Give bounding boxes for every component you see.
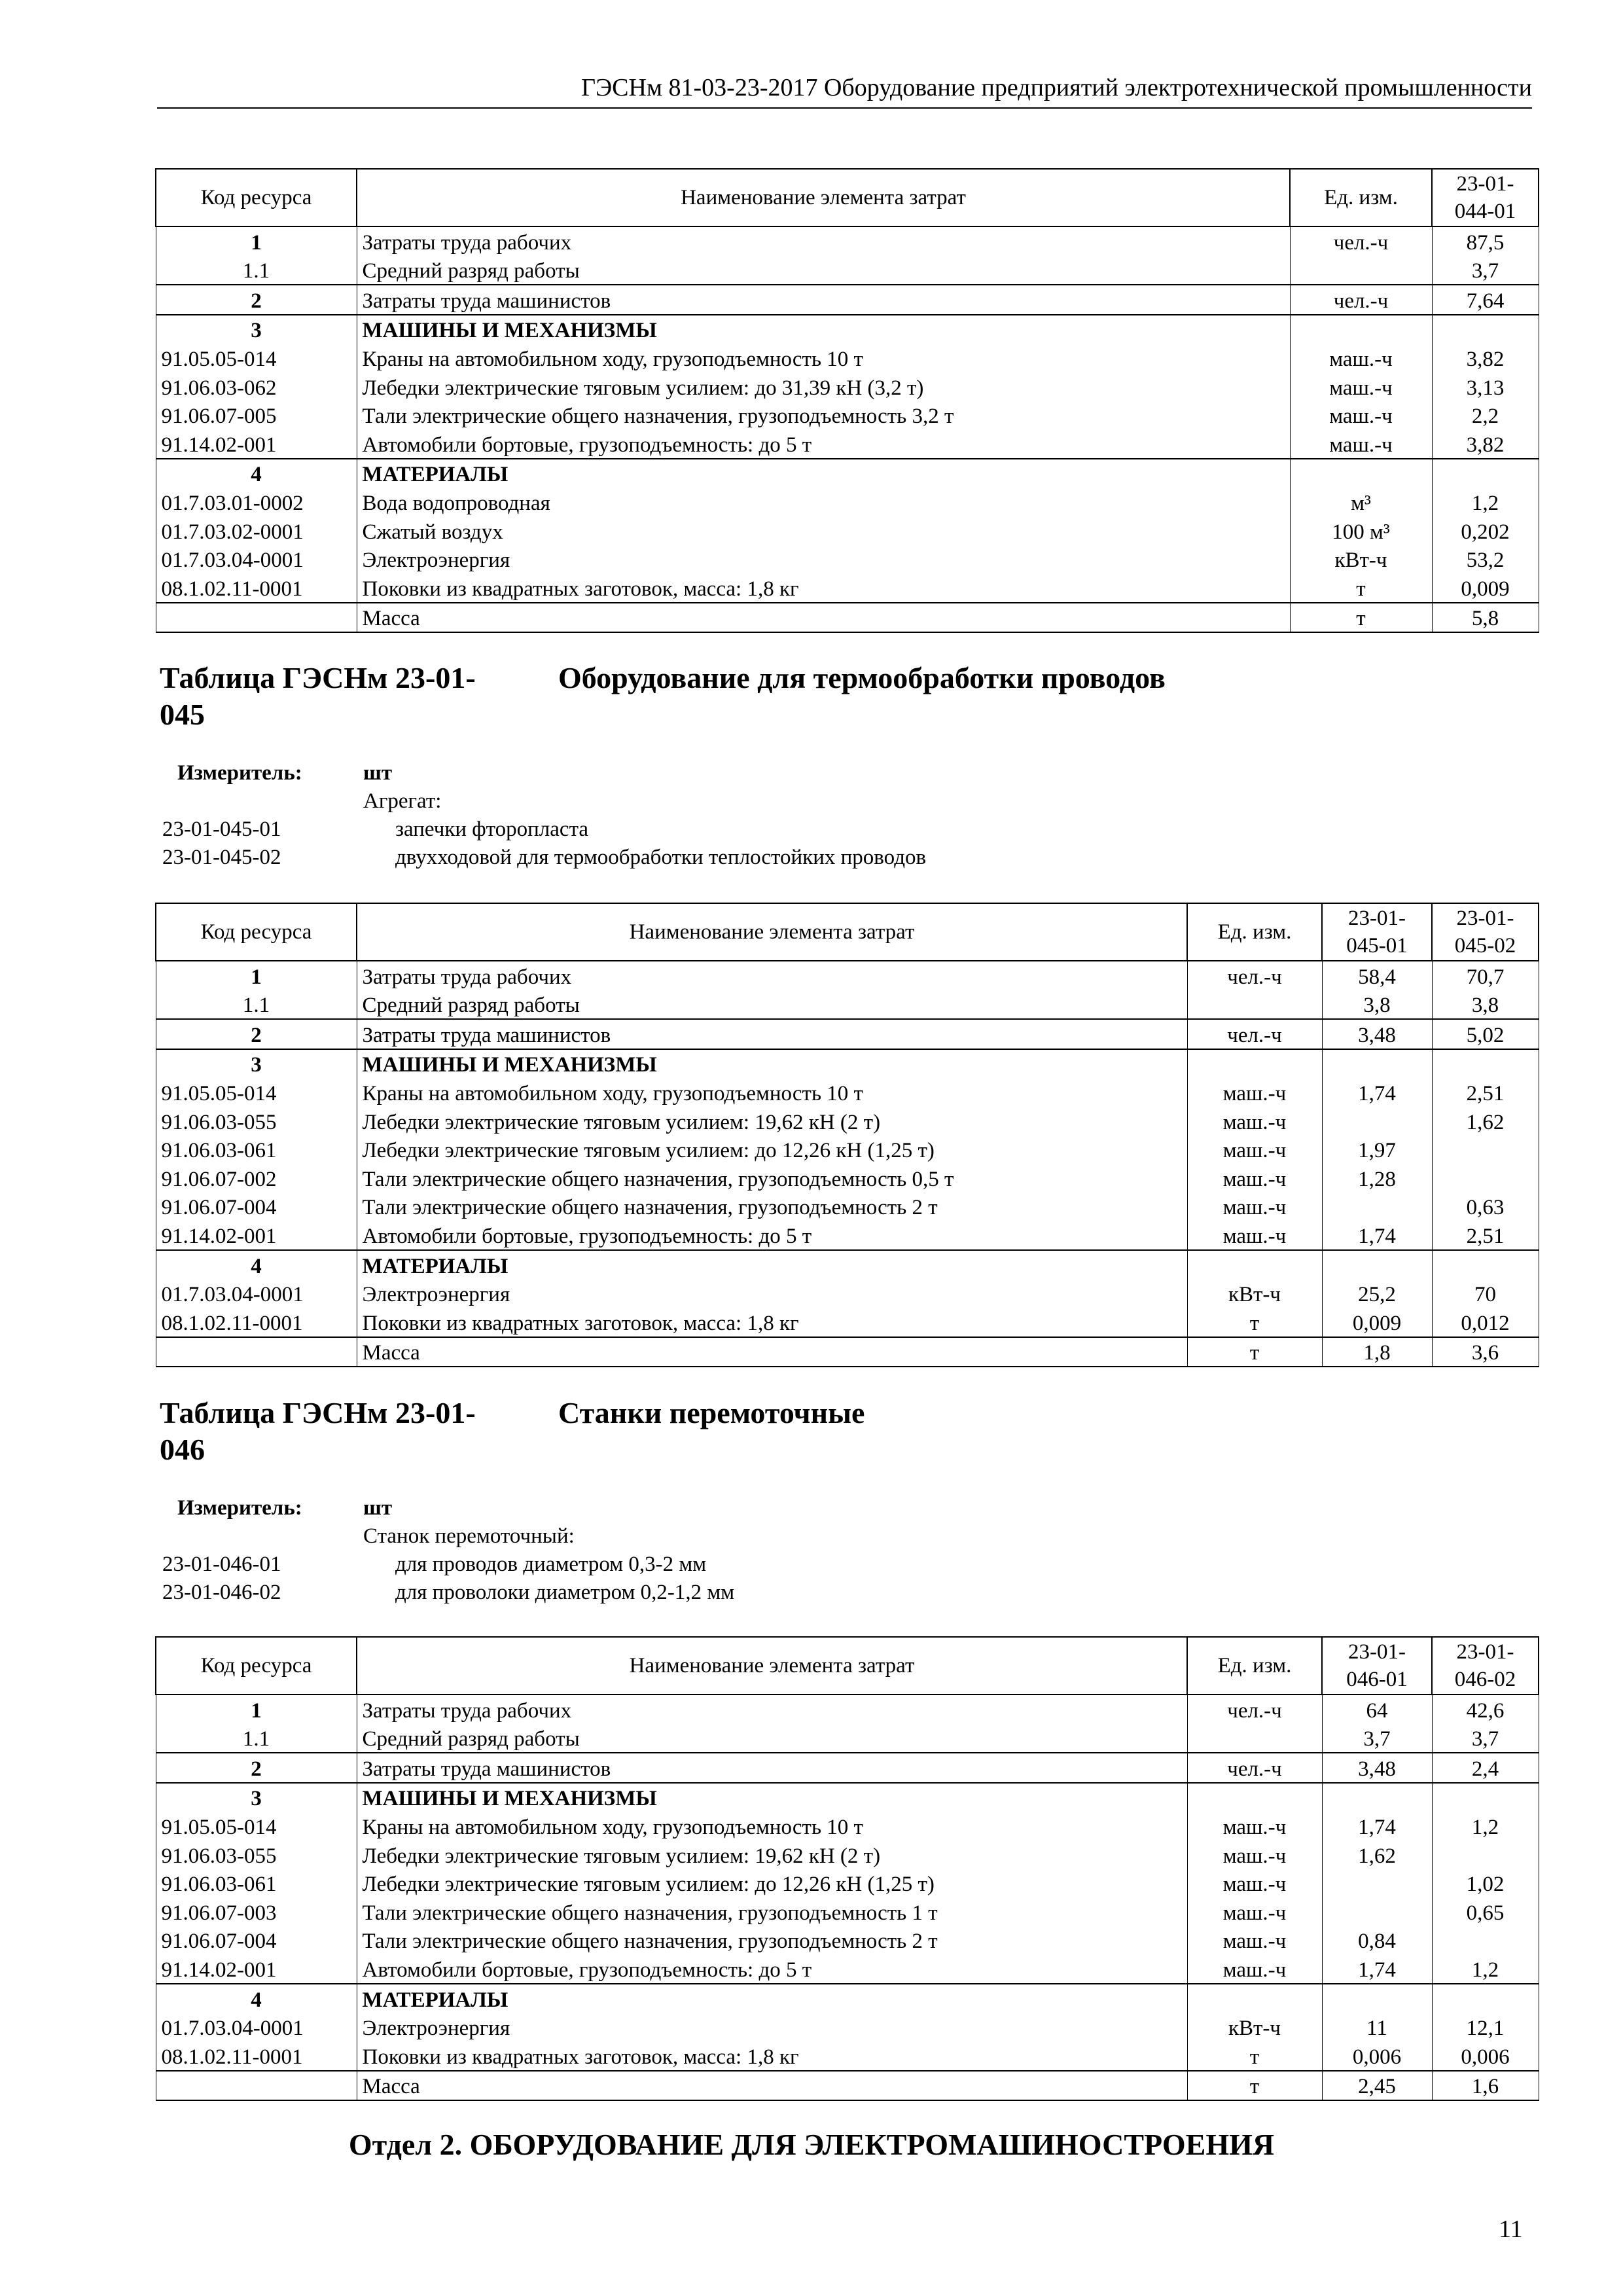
page-number: 11 bbox=[1499, 2215, 1523, 2243]
resource-code: 08.1.02.11-0001 bbox=[156, 573, 357, 603]
resource-code: 08.1.02.11-0001 bbox=[156, 2041, 357, 2071]
table-row bbox=[156, 573, 1539, 603]
table-number-line1: Таблица ГЭСНм 23-01- bbox=[160, 1396, 476, 1429]
unit: маш.-ч bbox=[1290, 401, 1432, 430]
table-row bbox=[156, 1250, 1539, 1280]
unit bbox=[1187, 1783, 1322, 1812]
unit: м³ bbox=[1290, 488, 1432, 516]
table-row bbox=[156, 488, 1539, 516]
norm-value bbox=[1432, 1840, 1539, 1869]
measure-unit: шт bbox=[363, 1496, 393, 1520]
table-row bbox=[156, 1783, 1539, 1812]
unit: т bbox=[1187, 2071, 1322, 2101]
table-number-line2: 046 bbox=[160, 1433, 205, 1466]
norm-value: 1,74 bbox=[1322, 1078, 1432, 1107]
item-text: для проволоки диаметром 0,2-1,2 мм bbox=[395, 1581, 735, 1604]
unit: чел.-ч bbox=[1187, 1019, 1322, 1049]
table-row bbox=[156, 1019, 1539, 1049]
resource-code bbox=[156, 1337, 357, 1367]
column-header: 23-01- 046-01 bbox=[1322, 1637, 1432, 1695]
cost-element-name: Средний разряд работы bbox=[357, 990, 1187, 1020]
norm-value: 3,82 bbox=[1432, 429, 1539, 459]
resource-code: 3 bbox=[156, 1049, 357, 1079]
norm-value: 70,7 bbox=[1432, 961, 1539, 990]
cost-table-046 bbox=[155, 1636, 1539, 2101]
unit: маш.-ч bbox=[1187, 1869, 1322, 1898]
unit bbox=[1290, 256, 1432, 285]
norm-value: 87,5 bbox=[1432, 226, 1539, 256]
unit: т bbox=[1187, 1337, 1322, 1367]
table-row bbox=[156, 1337, 1539, 1367]
unit bbox=[1187, 1984, 1322, 2013]
cost-element-name: Тали электрические общего назначения, грузоподъемность 3,2 т bbox=[357, 401, 1290, 430]
table-row bbox=[156, 1954, 1539, 1984]
unit: маш.-ч bbox=[1187, 1221, 1322, 1250]
unit: чел.-ч bbox=[1290, 285, 1432, 315]
cost-element-name: Тали электрические общего назначения, грузоподъемность 1 т bbox=[357, 1897, 1187, 1926]
cost-element-name: Лебедки электрические тяговым усилием: до 12,26 кН (1,25 т) bbox=[357, 1136, 1187, 1164]
unit: маш.-ч bbox=[1187, 1840, 1322, 1869]
cost-element-name: Тали электрические общего назначения, грузоподъемность 2 т bbox=[357, 1193, 1187, 1221]
norm-value: 1,8 bbox=[1322, 1337, 1432, 1367]
cost-table-044 bbox=[155, 168, 1539, 633]
unit: маш.-ч bbox=[1290, 429, 1432, 459]
unit: маш.-ч bbox=[1187, 1926, 1322, 1955]
norm-value bbox=[1432, 1984, 1539, 2013]
unit bbox=[1187, 1049, 1322, 1079]
unit: чел.-ч bbox=[1187, 1753, 1322, 1783]
column-header: Код ресурса bbox=[156, 1637, 357, 1695]
cost-element-name: Автомобили бортовые, грузоподъемность: до 5 т bbox=[357, 1221, 1187, 1250]
norm-value: 3,7 bbox=[1432, 1724, 1539, 1753]
table-row bbox=[156, 1812, 1539, 1840]
table-row bbox=[156, 226, 1539, 256]
unit: т bbox=[1187, 1308, 1322, 1337]
norm-value: 1,74 bbox=[1322, 1221, 1432, 1250]
cost-element-name: Лебедки электрические тяговым усилием: 19,62 кН (2 т) bbox=[357, 1840, 1187, 1869]
norm-value: 2,51 bbox=[1432, 1221, 1539, 1250]
resource-code: 91.06.03-055 bbox=[156, 1840, 357, 1869]
resource-code: 91.14.02-001 bbox=[156, 1954, 357, 1984]
norm-value bbox=[1432, 1783, 1539, 1812]
measure-unit: шт bbox=[363, 761, 393, 785]
resource-code: 3 bbox=[156, 1783, 357, 1812]
column-header: Ед. изм. bbox=[1187, 1637, 1322, 1695]
unit bbox=[1290, 315, 1432, 344]
cost-element-name: МАШИНЫ И МЕХАНИЗМЫ bbox=[357, 1049, 1187, 1079]
resource-code: 1.1 bbox=[156, 1724, 357, 1753]
resource-code: 91.06.03-062 bbox=[156, 372, 357, 401]
resource-code: 91.05.05-014 bbox=[156, 344, 357, 372]
table-number-line1: Таблица ГЭСНм 23-01- bbox=[160, 661, 476, 694]
column-header: 23-01- 045-01 bbox=[1322, 903, 1432, 961]
resource-code: 3 bbox=[156, 315, 357, 344]
table-row bbox=[156, 1984, 1539, 2013]
cost-element-name: Лебедки электрические тяговым усилием: 19,62 кН (2 т) bbox=[357, 1107, 1187, 1136]
cost-element-name: Затраты труда рабочих bbox=[357, 961, 1187, 990]
norm-value bbox=[1322, 1107, 1432, 1136]
item-code: 23-01-045-01 bbox=[162, 817, 281, 841]
norm-value: 11 bbox=[1322, 2013, 1432, 2042]
resource-code: 91.14.02-001 bbox=[156, 1221, 357, 1250]
unit: маш.-ч bbox=[1187, 1812, 1322, 1840]
resource-code bbox=[156, 603, 357, 633]
unit: чел.-ч bbox=[1187, 1695, 1322, 1724]
resource-code: 91.06.07-003 bbox=[156, 1897, 357, 1926]
unit: кВт-ч bbox=[1187, 1280, 1322, 1308]
table-row bbox=[156, 1280, 1539, 1308]
table-row bbox=[156, 401, 1539, 430]
cost-table-045 bbox=[155, 903, 1539, 1367]
resource-code: 91.06.07-004 bbox=[156, 1926, 357, 1955]
table-row bbox=[156, 1695, 1539, 1724]
table-row bbox=[156, 344, 1539, 372]
unit: маш.-ч bbox=[1290, 344, 1432, 372]
measure-label: Измеритель: bbox=[177, 761, 302, 785]
item-code: 23-01-046-01 bbox=[162, 1552, 281, 1576]
unit bbox=[1187, 990, 1322, 1020]
resource-code: 01.7.03.01-0002 bbox=[156, 488, 357, 516]
norm-value: 70 bbox=[1432, 1280, 1539, 1308]
cost-element-name: Автомобили бортовые, грузоподъемность: до 5 т bbox=[357, 429, 1290, 459]
table-row bbox=[156, 372, 1539, 401]
table-row bbox=[156, 1897, 1539, 1926]
table-row bbox=[156, 1107, 1539, 1136]
table-row bbox=[156, 1724, 1539, 1753]
norm-value bbox=[1322, 1869, 1432, 1898]
unit: маш.-ч bbox=[1187, 1954, 1322, 1984]
norm-value: 2,45 bbox=[1322, 2071, 1432, 2101]
table-row bbox=[156, 256, 1539, 285]
resource-code: 1 bbox=[156, 226, 357, 256]
resource-code bbox=[156, 2071, 357, 2101]
norm-value: 7,64 bbox=[1432, 285, 1539, 315]
norm-value bbox=[1432, 1926, 1539, 1955]
item-text: двухходовой для термообработки теплостойких проводов bbox=[395, 846, 927, 869]
table-row bbox=[156, 1869, 1539, 1898]
cost-element-name: Вода водопроводная bbox=[357, 488, 1290, 516]
table-row bbox=[156, 2041, 1539, 2071]
column-header: 23-01- 046-02 bbox=[1432, 1637, 1539, 1695]
norm-value: 3,48 bbox=[1322, 1753, 1432, 1783]
column-header: Наименование элемента затрат bbox=[357, 903, 1187, 961]
cost-element-name: Поковки из квадратных заготовок, масса: 1,8 кг bbox=[357, 1308, 1187, 1337]
table-title-046 bbox=[160, 1395, 476, 1468]
resource-code: 4 bbox=[156, 459, 357, 488]
norm-value: 1,74 bbox=[1322, 1812, 1432, 1840]
norm-value: 3,7 bbox=[1322, 1724, 1432, 1753]
norm-value: 3,82 bbox=[1432, 344, 1539, 372]
resource-code: 2 bbox=[156, 285, 357, 315]
table-row bbox=[156, 315, 1539, 344]
column-header: Код ресурса bbox=[156, 169, 357, 226]
norm-value: 3,13 bbox=[1432, 372, 1539, 401]
table-row bbox=[156, 1221, 1539, 1250]
column-header: Наименование элемента затрат bbox=[357, 169, 1290, 226]
measure-label: Измеритель: bbox=[177, 1496, 302, 1520]
table-row bbox=[156, 1193, 1539, 1221]
table-row bbox=[156, 2013, 1539, 2042]
norm-value bbox=[1322, 1783, 1432, 1812]
norm-value: 42,6 bbox=[1432, 1695, 1539, 1724]
cost-element-name: Затраты труда машинистов bbox=[357, 285, 1290, 315]
section-title: Отдел 2. ОБОРУДОВАНИЕ ДЛЯ ЭЛЕКТРОМАШИНОСТРОЕНИЯ bbox=[348, 2128, 1275, 2161]
table-row bbox=[156, 1926, 1539, 1955]
norm-value: 0,63 bbox=[1432, 1193, 1539, 1221]
unit: чел.-ч bbox=[1187, 961, 1322, 990]
unit: маш.-ч bbox=[1290, 372, 1432, 401]
table-row bbox=[156, 2071, 1539, 2101]
norm-value: 0,009 bbox=[1432, 573, 1539, 603]
norm-value: 0,006 bbox=[1322, 2041, 1432, 2071]
table-name-046: Станки перемоточные bbox=[558, 1396, 865, 1429]
cost-element-name: Электроэнергия bbox=[357, 2013, 1187, 2042]
unit: т bbox=[1187, 2041, 1322, 2071]
cost-element-name: Масса bbox=[357, 603, 1290, 633]
norm-value bbox=[1432, 1164, 1539, 1193]
table-row bbox=[156, 1840, 1539, 1869]
resource-code: 91.06.03-055 bbox=[156, 1107, 357, 1136]
cost-element-name: МАШИНЫ И МЕХАНИЗМЫ bbox=[357, 315, 1290, 344]
column-header: Ед. изм. bbox=[1290, 169, 1432, 226]
resource-code: 4 bbox=[156, 1984, 357, 2013]
norm-value: 1,2 bbox=[1432, 1954, 1539, 1984]
cost-element-name: Поковки из квадратных заготовок, масса: 1,8 кг bbox=[357, 573, 1290, 603]
unit: маш.-ч bbox=[1187, 1193, 1322, 1221]
column-header: Код ресурса bbox=[156, 903, 357, 961]
cost-element-name: Лебедки электрические тяговым усилием: до 12,26 кН (1,25 т) bbox=[357, 1869, 1187, 1898]
table-number-line2: 045 bbox=[160, 698, 205, 731]
resource-code: 91.14.02-001 bbox=[156, 429, 357, 459]
resource-code: 01.7.03.04-0001 bbox=[156, 1280, 357, 1308]
table-row bbox=[156, 961, 1539, 990]
column-header: Ед. изм. bbox=[1187, 903, 1322, 961]
resource-code: 91.06.03-061 bbox=[156, 1869, 357, 1898]
norm-value: 25,2 bbox=[1322, 1280, 1432, 1308]
norm-value: 3,7 bbox=[1432, 256, 1539, 285]
cost-element-name: Тали электрические общего назначения, грузоподъемность 2 т bbox=[357, 1926, 1187, 1955]
resource-code: 91.06.07-005 bbox=[156, 401, 357, 430]
norm-value: 1,74 bbox=[1322, 1954, 1432, 1984]
resource-code: 01.7.03.04-0001 bbox=[156, 2013, 357, 2042]
resource-code: 91.06.07-004 bbox=[156, 1193, 357, 1221]
norm-value: 2,51 bbox=[1432, 1078, 1539, 1107]
norm-value: 5,8 bbox=[1432, 603, 1539, 633]
column-header: 23-01- 045-02 bbox=[1432, 903, 1539, 961]
norm-value: 58,4 bbox=[1322, 961, 1432, 990]
column-header: 23-01- 044-01 bbox=[1432, 169, 1539, 226]
norm-value: 0,202 bbox=[1432, 516, 1539, 545]
cost-element-name: МАТЕРИАЛЫ bbox=[357, 1984, 1187, 2013]
norm-value: 2,2 bbox=[1432, 401, 1539, 430]
cost-element-name: Тали электрические общего назначения, грузоподъемность 0,5 т bbox=[357, 1164, 1187, 1193]
table-row bbox=[156, 1753, 1539, 1783]
resource-code: 2 bbox=[156, 1019, 357, 1049]
item-text: для проводов диаметром 0,3-2 мм bbox=[395, 1552, 707, 1576]
cost-element-name: Затраты труда рабочих bbox=[357, 1695, 1187, 1724]
norm-value: 12,1 bbox=[1432, 2013, 1539, 2042]
norm-value: 53,2 bbox=[1432, 545, 1539, 574]
table-row bbox=[156, 285, 1539, 315]
norm-value: 0,006 bbox=[1432, 2041, 1539, 2071]
norm-value: 3,8 bbox=[1432, 990, 1539, 1020]
cost-element-name: Средний разряд работы bbox=[357, 1724, 1187, 1753]
table-row bbox=[156, 429, 1539, 459]
unit: чел.-ч bbox=[1290, 226, 1432, 256]
measure-intro: Станок перемоточный: bbox=[363, 1524, 575, 1548]
norm-value: 0,84 bbox=[1322, 1926, 1432, 1955]
unit bbox=[1187, 1250, 1322, 1280]
norm-value: 64 bbox=[1322, 1695, 1432, 1724]
measure-intro: Агрегат: bbox=[363, 789, 442, 813]
resource-code: 91.06.07-002 bbox=[156, 1164, 357, 1193]
resource-code: 1.1 bbox=[156, 990, 357, 1020]
resource-code: 4 bbox=[156, 1250, 357, 1280]
table-title-045 bbox=[160, 660, 476, 733]
resource-code: 01.7.03.04-0001 bbox=[156, 545, 357, 574]
norm-value: 1,2 bbox=[1432, 488, 1539, 516]
table-row bbox=[156, 1049, 1539, 1079]
unit bbox=[1290, 459, 1432, 488]
cost-element-name: Масса bbox=[357, 2071, 1187, 2101]
item-code: 23-01-045-02 bbox=[162, 846, 281, 869]
resource-code: 08.1.02.11-0001 bbox=[156, 1308, 357, 1337]
cost-element-name: Затраты труда машинистов bbox=[357, 1753, 1187, 1783]
norm-value: 0,009 bbox=[1322, 1308, 1432, 1337]
cost-element-name: МАШИНЫ И МЕХАНИЗМЫ bbox=[357, 1783, 1187, 1812]
norm-value: 1,2 bbox=[1432, 1812, 1539, 1840]
norm-value: 1,62 bbox=[1432, 1107, 1539, 1136]
cost-element-name: Краны на автомобильном ходу, грузоподъемность 10 т bbox=[357, 1078, 1187, 1107]
norm-value: 1,62 bbox=[1322, 1840, 1432, 1869]
norm-value bbox=[1322, 1250, 1432, 1280]
unit: маш.-ч bbox=[1187, 1078, 1322, 1107]
norm-value bbox=[1432, 315, 1539, 344]
unit: т bbox=[1290, 603, 1432, 633]
unit: маш.-ч bbox=[1187, 1164, 1322, 1193]
cost-element-name: Краны на автомобильном ходу, грузоподъемность 10 т bbox=[357, 1812, 1187, 1840]
table-row bbox=[156, 545, 1539, 574]
table-row bbox=[156, 1308, 1539, 1337]
norm-value bbox=[1322, 1897, 1432, 1926]
cost-element-name: Поковки из квадратных заготовок, масса: 1,8 кг bbox=[357, 2041, 1187, 2071]
table-row bbox=[156, 1078, 1539, 1107]
table-row bbox=[156, 603, 1539, 633]
resource-code: 91.06.03-061 bbox=[156, 1136, 357, 1164]
norm-value bbox=[1432, 1250, 1539, 1280]
unit: 100 м³ bbox=[1290, 516, 1432, 545]
norm-value: 1,02 bbox=[1432, 1869, 1539, 1898]
norm-value bbox=[1432, 459, 1539, 488]
table-row bbox=[156, 1136, 1539, 1164]
resource-code: 91.05.05-014 bbox=[156, 1078, 357, 1107]
norm-value: 3,6 bbox=[1432, 1337, 1539, 1367]
unit: т bbox=[1290, 573, 1432, 603]
norm-value bbox=[1432, 1049, 1539, 1079]
norm-value: 1,97 bbox=[1322, 1136, 1432, 1164]
norm-value: 1,6 bbox=[1432, 2071, 1539, 2101]
cost-element-name: Сжатый воздух bbox=[357, 516, 1290, 545]
item-code: 23-01-046-02 bbox=[162, 1581, 281, 1604]
table-row bbox=[156, 459, 1539, 488]
unit: маш.-ч bbox=[1187, 1897, 1322, 1926]
cost-element-name: МАТЕРИАЛЫ bbox=[357, 1250, 1187, 1280]
running-header: ГЭСНм 81-03-23-2017 Оборудование предприятий электротехнической промышленности bbox=[157, 73, 1532, 109]
norm-value: 5,02 bbox=[1432, 1019, 1539, 1049]
cost-element-name: Масса bbox=[357, 1337, 1187, 1367]
norm-value: 0,012 bbox=[1432, 1308, 1539, 1337]
resource-code: 2 bbox=[156, 1753, 357, 1783]
table-row bbox=[156, 516, 1539, 545]
cost-element-name: Электроэнергия bbox=[357, 1280, 1187, 1308]
cost-element-name: Лебедки электрические тяговым усилием: до 31,39 кН (3,2 т) bbox=[357, 372, 1290, 401]
cost-element-name: Автомобили бортовые, грузоподъемность: до 5 т bbox=[357, 1954, 1187, 1984]
norm-value: 3,48 bbox=[1322, 1019, 1432, 1049]
norm-value bbox=[1322, 1984, 1432, 2013]
norm-value bbox=[1322, 1049, 1432, 1079]
unit: кВт-ч bbox=[1290, 545, 1432, 574]
table-name-045: Оборудование для термообработки проводов bbox=[558, 661, 1166, 694]
column-header: Наименование элемента затрат bbox=[357, 1637, 1187, 1695]
resource-code: 1 bbox=[156, 961, 357, 990]
cost-element-name: Краны на автомобильном ходу, грузоподъемность 10 т bbox=[357, 344, 1290, 372]
cost-element-name: Затраты труда машинистов bbox=[357, 1019, 1187, 1049]
resource-code: 91.05.05-014 bbox=[156, 1812, 357, 1840]
norm-value: 1,28 bbox=[1322, 1164, 1432, 1193]
resource-code: 1.1 bbox=[156, 256, 357, 285]
norm-value: 0,65 bbox=[1432, 1897, 1539, 1926]
cost-element-name: Затраты труда рабочих bbox=[357, 226, 1290, 256]
table-row bbox=[156, 1164, 1539, 1193]
table-row bbox=[156, 990, 1539, 1020]
cost-element-name: МАТЕРИАЛЫ bbox=[357, 459, 1290, 488]
norm-value bbox=[1322, 1193, 1432, 1221]
item-text: запечки фторопласта bbox=[395, 817, 589, 841]
resource-code: 1 bbox=[156, 1695, 357, 1724]
cost-element-name: Средний разряд работы bbox=[357, 256, 1290, 285]
unit bbox=[1187, 1724, 1322, 1753]
cost-element-name: Электроэнергия bbox=[357, 545, 1290, 574]
resource-code: 01.7.03.02-0001 bbox=[156, 516, 357, 545]
unit: маш.-ч bbox=[1187, 1107, 1322, 1136]
unit: маш.-ч bbox=[1187, 1136, 1322, 1164]
norm-value: 2,4 bbox=[1432, 1753, 1539, 1783]
norm-value bbox=[1432, 1136, 1539, 1164]
norm-value: 3,8 bbox=[1322, 990, 1432, 1020]
unit: кВт-ч bbox=[1187, 2013, 1322, 2042]
